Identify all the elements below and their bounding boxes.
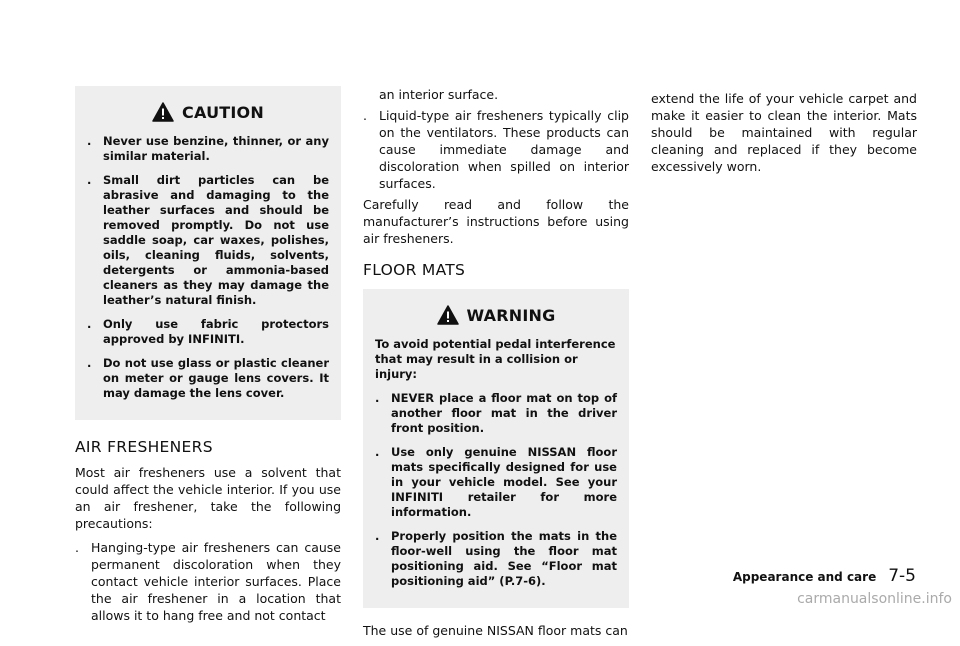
page-number: 7-5 xyxy=(888,566,916,586)
warning-item: . Use only genuine NISSAN floor mats specifically designed for use in your vehicle model. See your INFINITI retailer for more information. xyxy=(375,445,617,519)
warning-triangle-icon xyxy=(437,305,459,325)
list-item: . Hanging-type air fresheners can cause permanent discoloration when they contact vehicle interior surfaces. Place the air freshener in a location that allows it to hang free and not contact xyxy=(75,540,341,623)
air-fresheners-heading: AIR FRESHENERS xyxy=(75,438,213,456)
caution-item: . Small dirt particles can be abrasive and damaging to the leather surfaces and should be removed promptly. Do not use saddle soap, car waxes, polishes, oils, cleaning fluids, solvents, detergents or ammonia-based cleaners as they may damage the leather’s natural finish. xyxy=(87,173,329,307)
warning-item: . NEVER place a floor mat on top of another floor mat in the driver front position. xyxy=(375,391,617,435)
warning-intro: To avoid potential pedal interference that may result in a collision or injury: xyxy=(375,337,616,381)
caution-item: . Only use fabric protectors approved by INFINITI. xyxy=(87,317,329,346)
column-right xyxy=(651,90,917,182)
air-fresheners-intro: Most air fresheners use a solvent that could affect the vehicle interior. If you use an air freshener, take the following precautions: xyxy=(75,465,341,531)
floor-mats-heading: FLOOR MATS xyxy=(363,261,466,279)
list-item: . Liquid-type air fresheners typically clip on the ventilators. These products can cause immediate damage and discoloration when spilled on interior surfaces. xyxy=(363,108,629,191)
air-fresheners-closing: Carefully read and follow the manufacturer’s instructions before using air fresheners. xyxy=(363,197,629,246)
warning-triangle-icon xyxy=(152,102,174,122)
caution-box xyxy=(75,86,341,420)
caution-item: . Do not use glass or plastic cleaner on meter or gauge lens covers. It may damage the lens cover. xyxy=(87,356,329,400)
floor-mats-body-start: The use of genuine NISSAN floor mats can xyxy=(363,623,628,638)
caution-item: . Never use benzine, thinner, or any similar material. xyxy=(87,134,329,163)
page-footer xyxy=(733,566,916,586)
caution-title: CAUTION xyxy=(87,102,329,122)
warning-box xyxy=(363,289,629,608)
column-middle xyxy=(363,86,629,646)
column-left xyxy=(75,86,341,628)
section-name: Appearance and care xyxy=(732,570,877,584)
watermark: carmanualsonline.info xyxy=(797,591,952,607)
warning-title: WARNING xyxy=(375,305,617,325)
warning-item: . Properly position the mats in the floor-well using the floor mat positioning aid. See “Floor mat positioning aid” (P.7-6). xyxy=(375,529,617,588)
floor-mats-body-end: extend the life of your vehicle carpet and make it easier to clean the interior. Mats should be maintained with regular cleaning and replaced if they become excessively worn. xyxy=(651,91,917,174)
list-item-continued: an interior surface. xyxy=(379,87,499,102)
